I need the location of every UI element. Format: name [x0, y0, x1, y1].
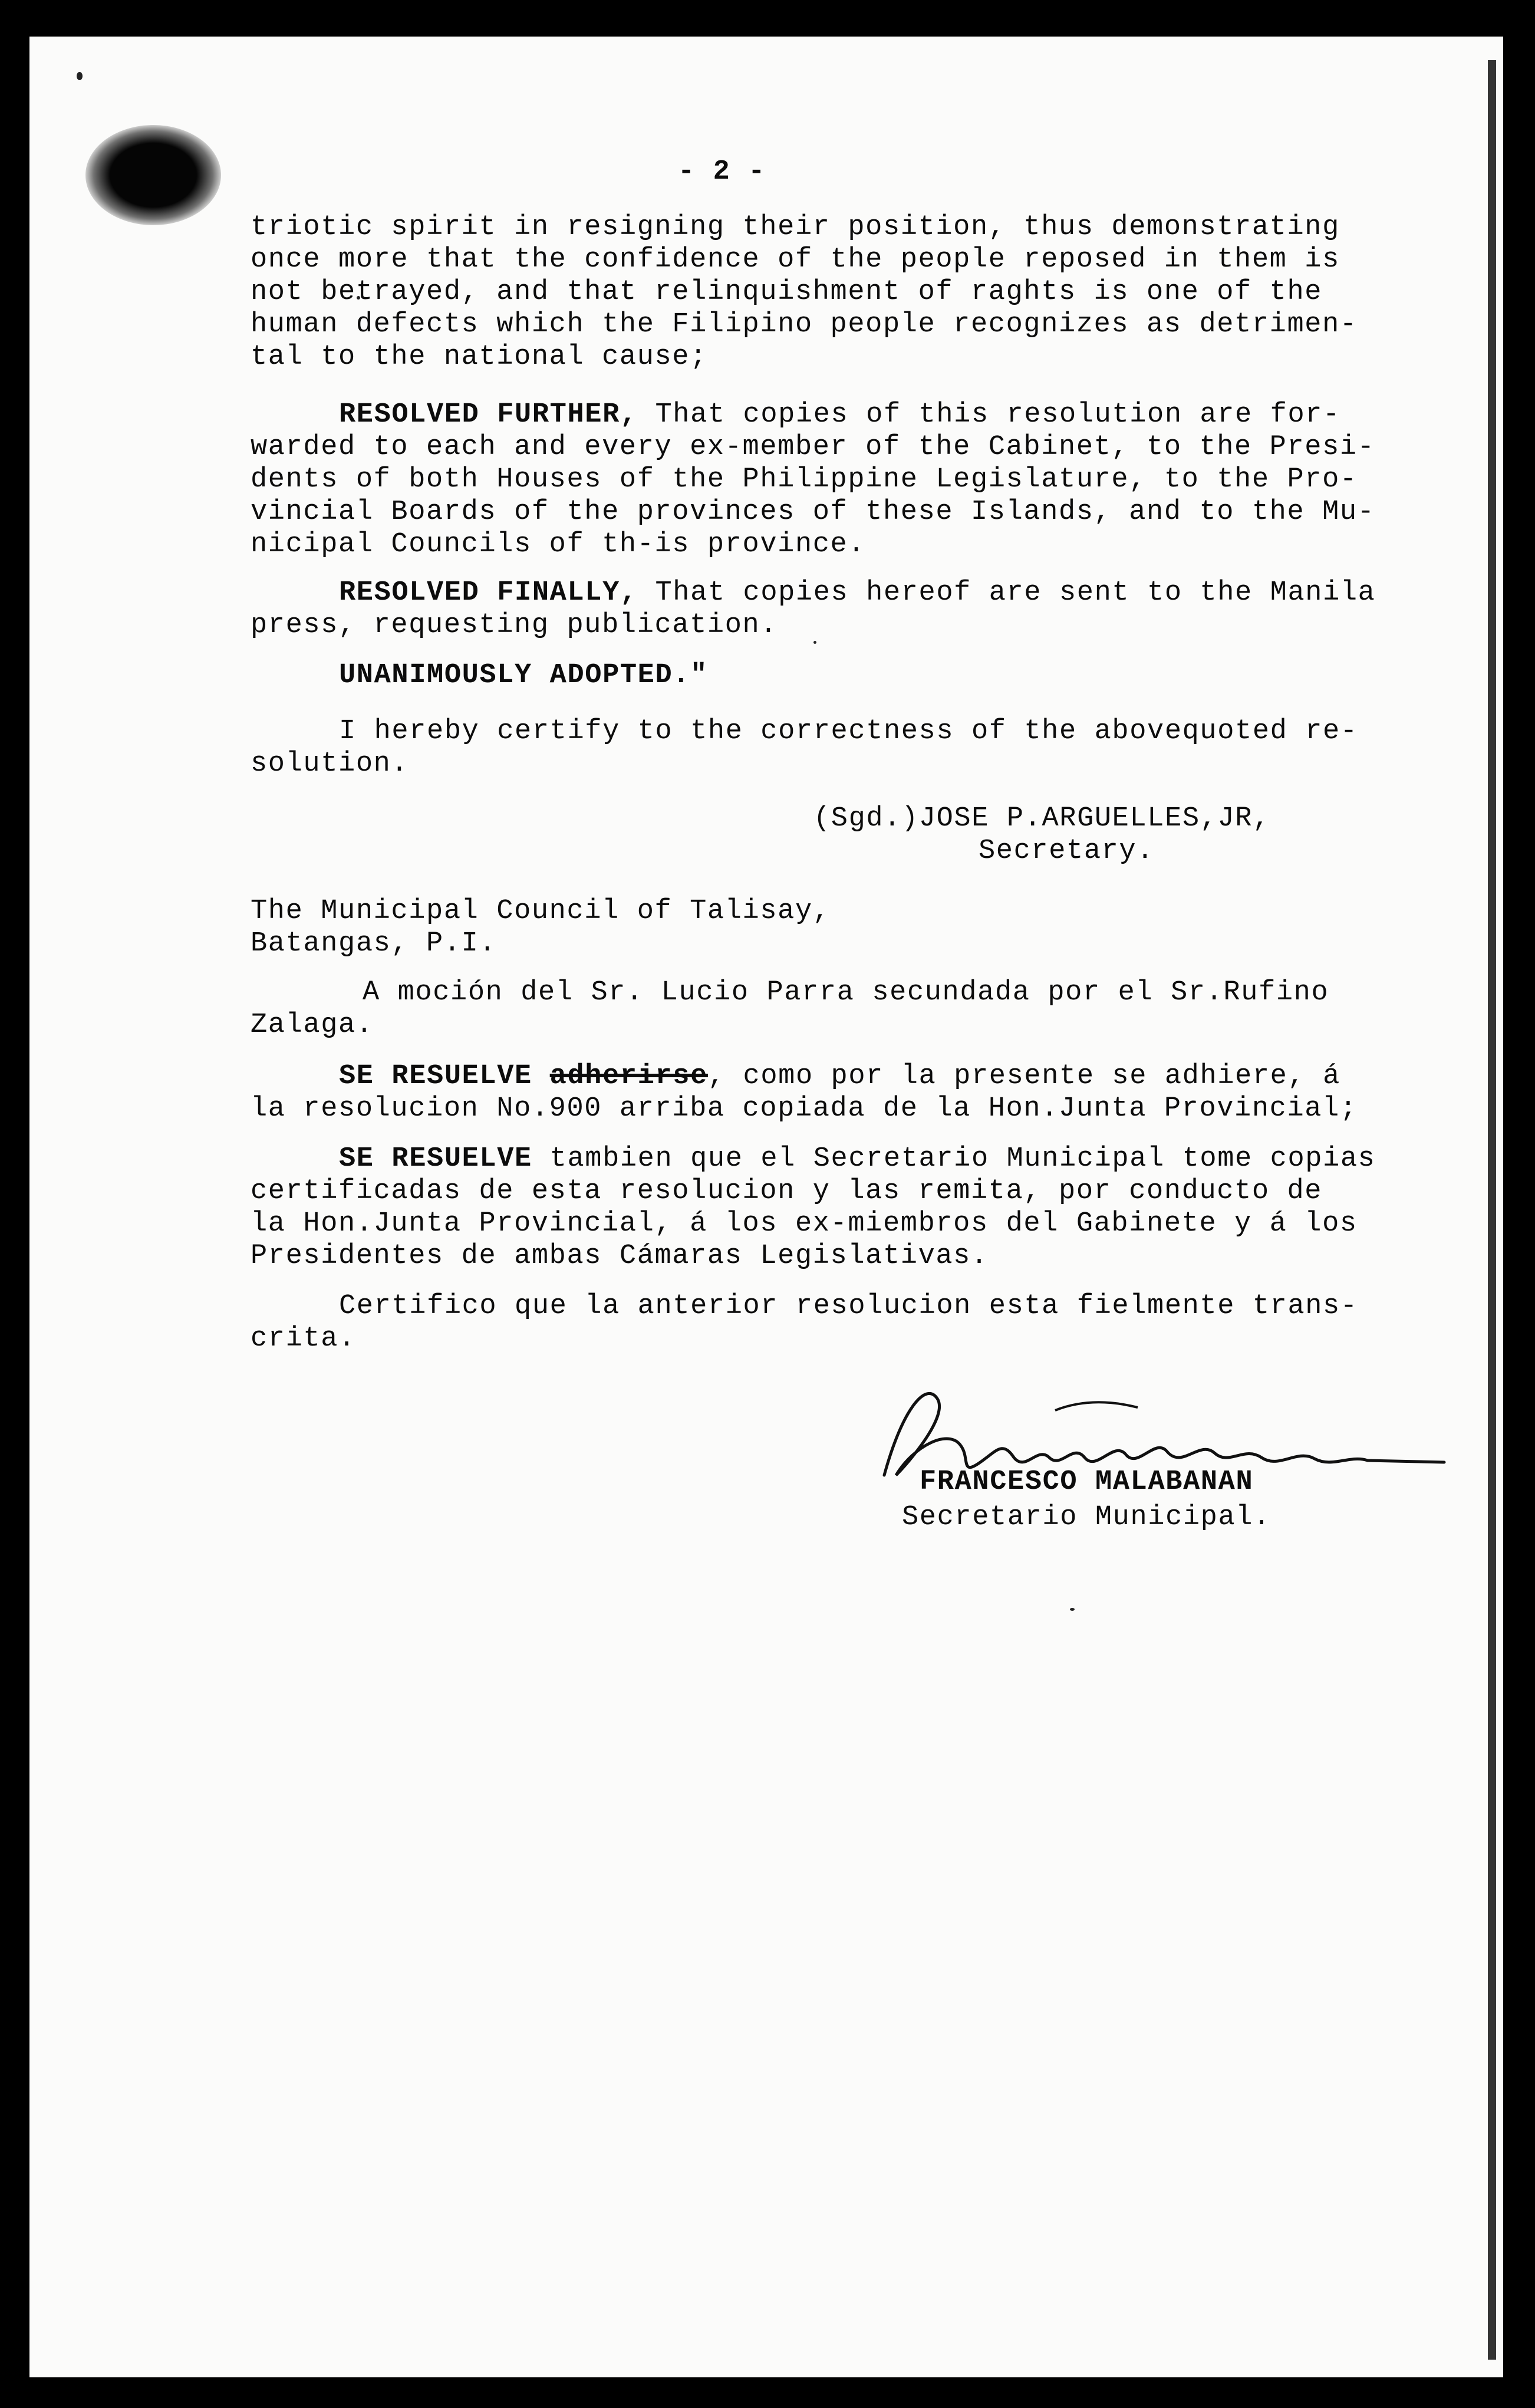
addressee-line: The Municipal Council of Talisay, [251, 896, 831, 927]
text-line: nicipal Councils of th-is province. [251, 529, 866, 560]
text-line: Presidentes de ambas Cámaras Legislativas. [251, 1241, 989, 1272]
text-line: tambien que el Secretario Municipal tome copias [532, 1143, 1376, 1175]
text-line: triotic spirit in resigning their position, thus demonstrating [251, 212, 1340, 243]
text-line: vincial Boards of the provinces of these Islands, and to the Mu- [251, 496, 1375, 528]
text-line: That copies hereof are sent to the Manila [637, 577, 1376, 608]
text-line: Certifico que la anterior resolucion esta fielmente trans- [339, 1291, 1358, 1322]
struck-word: adherirse [549, 1061, 708, 1092]
addressee-line: Batangas, P.I. [251, 928, 497, 959]
document-page [29, 37, 1503, 2377]
text-line: A moción del Sr. Lucio Parra secundada por el Sr.Rufino [363, 977, 1329, 1008]
text-line: tal to the national cause; [251, 341, 707, 373]
document-text [29, 37, 1503, 2377]
signature-stamp-title: Secretario Municipal. [902, 1502, 1271, 1533]
page-number: - 2 - [678, 156, 766, 187]
resolved-further-label: RESOLVED FURTHER, [339, 399, 638, 430]
text-line: Zalaga. [251, 1009, 374, 1041]
unanimously-adopted: UNANIMOUSLY ADOPTED." [339, 660, 708, 691]
text-line: human defects which the Filipino people recognizes as detrimen- [251, 309, 1358, 340]
text-line: once more that the confidence of the people reposed in them is [251, 244, 1340, 275]
signature-stamp-name: FRANCESCO MALABANAN [920, 1466, 1254, 1498]
text-line: press, requesting publication. [251, 610, 778, 641]
text-line: I hereby certify to the correctness of the abovequoted re- [339, 716, 1358, 747]
se-resuelve-label: SE RESUELVE [339, 1143, 532, 1175]
text-line: la resolucion No.900 arriba copiada de la Hon.Junta Provincial; [251, 1093, 1358, 1124]
text-line: , como por la presente se adhiere, á [707, 1061, 1340, 1092]
text-line: dents of both Houses of the Philippine Legislature, to the Pro- [251, 464, 1358, 495]
text-line: certificadas de esta resolucion y las remita, por conducto de [251, 1176, 1323, 1207]
text-line: That copies of this resolution are for- [637, 399, 1340, 430]
text-line: crita. [251, 1323, 356, 1354]
se-resuelve-label: SE RESUELVE [339, 1061, 532, 1092]
signature-secretary-name: (Sgd.)JOSE P.ARGUELLES,JR, [813, 803, 1270, 834]
text-line: la Hon.Junta Provincial, á los ex-miembros del Gabinete y á los [251, 1208, 1358, 1239]
text-line: warded to each and every ex-member of the Cabinet, to the Presi- [251, 432, 1375, 463]
text-line: solution. [251, 748, 409, 779]
text-line: not betrayed, and that relinquishment of raghts is one of the [251, 277, 1323, 308]
signature-secretary-title: Secretary. [979, 835, 1155, 867]
resolved-finally-label: RESOLVED FINALLY, [339, 577, 638, 608]
